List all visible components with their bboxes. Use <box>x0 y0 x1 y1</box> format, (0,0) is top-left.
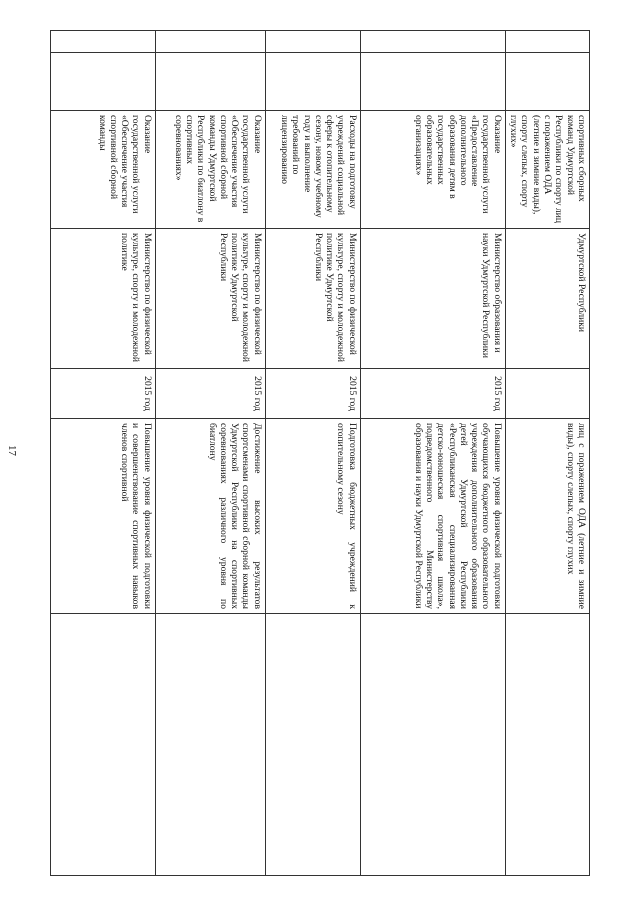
cell-empty <box>505 614 589 876</box>
cell-empty <box>360 614 505 876</box>
cell-service: спортивных сборных команд Удмуртской Республики по спорту лиц с поражением ОДА (летние и зимние виды), спорту слепых, спорту глухих» <box>505 111 589 229</box>
program-table <box>50 30 590 876</box>
table-row <box>265 31 360 876</box>
table-row <box>155 31 265 876</box>
cell-index-1 <box>265 31 360 53</box>
table-row <box>505 31 589 876</box>
cell-goal: Повышение уровня физической подготовки и совершенствование спортивных навыков членов спортивной <box>50 419 155 614</box>
cell-goal: Повышение уровня физической подготовки обучающихся бюджетного образовательного учреждения дополнительного образования детей Удмуртской Республики «Республиканская специализированная детско-юношеская спортивная школа», подведомственного Министерству образования и науки Удмуртской Республики <box>360 419 505 614</box>
cell-ministry: Министерство по физической культуре, спорту и молодежной политике Удмуртской Республики <box>265 229 360 369</box>
cell-year <box>505 369 589 419</box>
page-number: 17 <box>6 445 18 456</box>
cell-year: 2015 год <box>265 369 360 419</box>
cell-index-1 <box>360 31 505 53</box>
cell-goal: лиц с поражением ОДА (летние и зимние виды), спорту слепых, спорту глухих <box>505 419 589 614</box>
cell-index-2 <box>50 53 155 111</box>
rotated-table-wrapper <box>80 30 590 875</box>
cell-empty <box>265 614 360 876</box>
cell-year: 2015 год <box>360 369 505 419</box>
cell-goal: Подготовка бюджетных учреждений к отопительному сезону <box>265 419 360 614</box>
table-row <box>50 31 155 876</box>
table-row <box>360 31 505 876</box>
cell-index-2 <box>155 53 265 111</box>
cell-empty <box>50 614 155 876</box>
cell-service: Расходы на подготовку учреждений социальной сферы к отопительному сезону, новому учебному году и выполнение требований по лицензированию <box>265 111 360 229</box>
cell-year: 2015 год <box>50 369 155 419</box>
cell-index-1 <box>155 31 265 53</box>
cell-service: Оказание государственной услуги «Предоставление дополнительного образования детям в государственных образовательных организациях» <box>360 111 505 229</box>
cell-service: Оказание государственной услуги «Обеспечение участия спортивной сборной команды Удмуртской Республики по биатлону в спортивных соревнованиях» <box>155 111 265 229</box>
cell-goal: Достижение высоких результатов спортсменами спортивной сборной команды Удмуртской Республики на спортивных соревнованиях различного уровня по биатлону <box>155 419 265 614</box>
cell-ministry: Удмуртской Республики <box>505 229 589 369</box>
cell-ministry: Министерство по физической культуре, спорту и молодежной политике Удмуртской Республики <box>155 229 265 369</box>
cell-index-1 <box>505 31 589 53</box>
cell-empty <box>155 614 265 876</box>
cell-service: Оказание государственной услуги «Обеспечение участия спортивной сборной команды <box>50 111 155 229</box>
cell-index-1 <box>50 31 155 53</box>
cell-year: 2015 год <box>155 369 265 419</box>
cell-index-2 <box>505 53 589 111</box>
cell-index-2 <box>265 53 360 111</box>
cell-index-2 <box>360 53 505 111</box>
cell-ministry: Министерство по физической культуре, спорту и молодежной политике <box>50 229 155 369</box>
cell-ministry: Министерство образования и науки Удмуртской Республики <box>360 229 505 369</box>
